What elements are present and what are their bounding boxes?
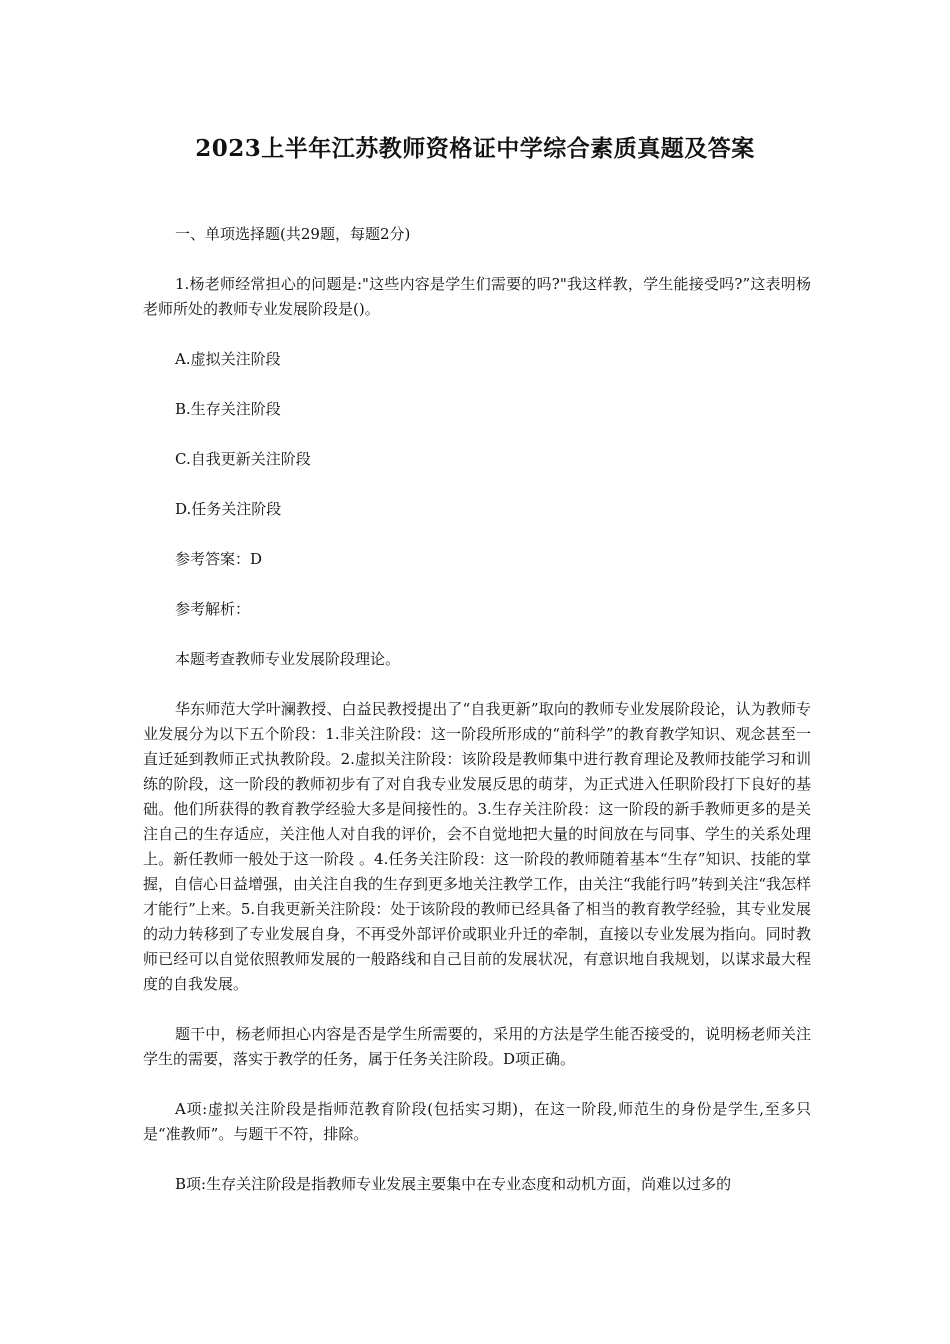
analysis-paragraph: 本题考查教师专业发展阶段理论。 <box>175 650 401 668</box>
option-a: A.虚拟关注阶段 <box>175 350 281 368</box>
document-title: 2023上半年江苏教师资格证中学综合素质真题及答案 <box>195 135 755 162</box>
question-stem: 1.杨老师经常担心的问题是:"这些内容是学生们需要的吗?"我这样教，学生能接受吗?”这表明杨老师所处的教师专业发展阶段是()。 <box>143 275 811 318</box>
analysis-paragraph: A项:虚拟关注阶段是指师范教育阶段(包括实习期)，在这一阶段,师范生的身份是学生,至多只是“准教师”。与题干不符，排除。 <box>143 1100 811 1143</box>
analysis-paragraph: 题干中，杨老师担心内容是否是学生所需要的，采用的方法是学生能否接受的，说明杨老师关注学生的需要，落实于教学的任务，属于任务关注阶段。D项正确。 <box>143 1025 811 1068</box>
analysis-paragraph: B项:生存关注阶段是指教师专业发展主要集中在专业态度和动机方面，尚难以过多的 <box>175 1175 732 1193</box>
option-d: D.任务关注阶段 <box>175 500 282 518</box>
analysis-paragraph: 华东师范大学叶澜教授、白益民教授提出了“自我更新”取向的教师专业发展阶段论，认为教师专业发展分为以下五个阶段：1.非关注阶段：这一阶段所形成的“前科学”的教育教学知识、观念甚至一直迁延到教师正式执教阶段。2.虚拟关注阶段：该阶段是教师集中进行教育理论及教师技能学习和训练的阶段，这一阶段的教师初步有了对自我专业发展反思的萌芽，为正式进入任职阶段打下良好的基础。他们所获得的教育教学经验大多是间接性的。3.生存关注阶段：这一阶段的新手教师更多的是关注自己的生存适应，关注他人对自我的评价，会不自觉地把大量的时间放在与同事、学生的关系处理上。新任教师一般处于这一阶段 。4.任务关注阶段：这一阶段的教师随着基本“生存”知识、技能的掌握，自信心日益增强，由关注自我的生存到更多地关注教学工作，由关注“我能行吗”转到关注“我怎样才能行”上来。5.自我更新关注阶段：处于该阶段的教师已经具备了相当的教育教学经验，其专业发展的动力转移到了专业发展自身，不再受外部评价或职业升迁的牵制，直接以专业发展为指向。同时教师已经可以自觉依照教师发展的一般路线和自己目前的发展状况，有意识地自我规划，以谋求最大程度的自我发展。 <box>143 700 812 993</box>
answer: 参考答案：D <box>175 550 263 568</box>
section-heading: 一、单项选择题(共29题，每题2分) <box>175 225 411 243</box>
option-b: B.生存关注阶段 <box>175 400 281 418</box>
analysis-label: 参考解析： <box>175 600 251 618</box>
option-c: C.自我更新关注阶段 <box>175 450 311 468</box>
document-body <box>143 222 811 1222</box>
